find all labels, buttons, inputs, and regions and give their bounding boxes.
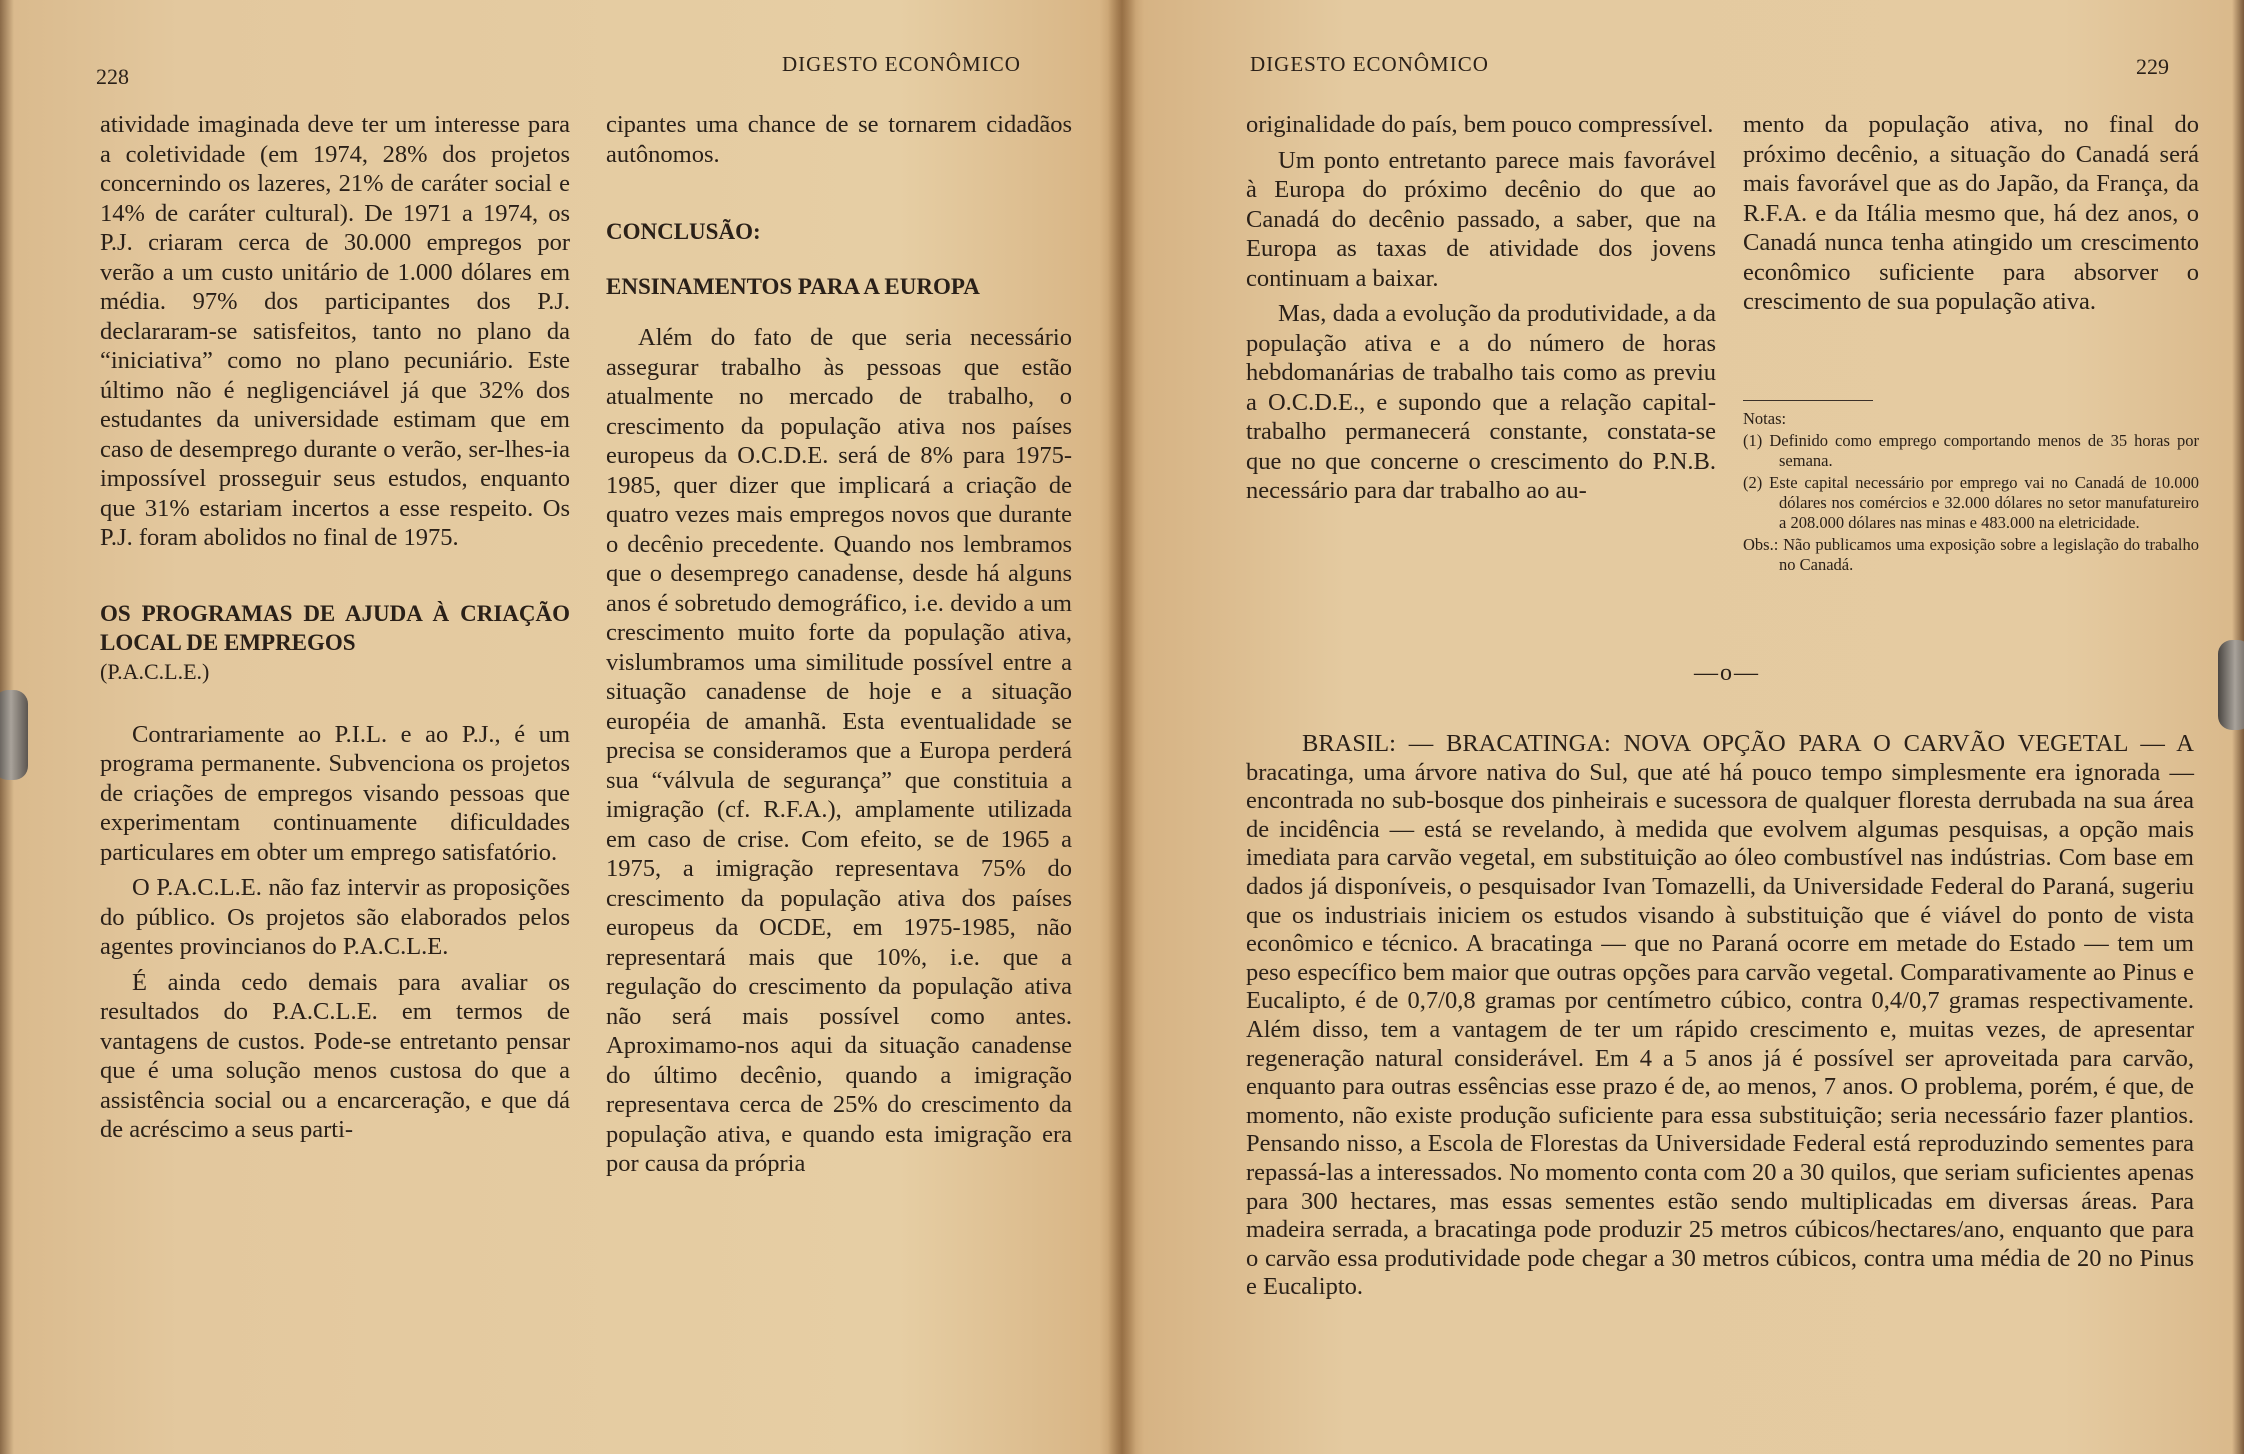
left-column-1 xyxy=(100,110,570,1151)
section-separator: —o— xyxy=(1694,660,1760,686)
brasil-article xyxy=(1246,730,2194,1302)
left-column-2 xyxy=(606,110,1072,1185)
section-subheading: (P.A.C.L.E.) xyxy=(100,658,210,684)
paragraph: Um ponto entretanto parece mais favorável à Europa do próximo decênio do que ao Canadá do decênio passado, a saber, que na Europa as taxas de atividade dos jovens continuam a baixar. xyxy=(1246,146,1716,292)
paragraph: É ainda cedo demais para avaliar os resultados do P.A.C.L.E. em termos de vantagens de custos. Pode-se entretanto pensar que é uma solução menos custosa do que a assistência social ou a encarceração, e que dá de acréscimo a seus parti- xyxy=(100,968,570,1143)
paragraph: Mas, dada a evolução da produtividade, a da população ativa e a do número de horas hebdomanárias de trabalho tais como as previu a O.C.D.E., e supondo que a relação capital-trabalho permanecerá constante, constata-se que no que concerne o crescimento do P.N.B. necessário para dar trabalho ao au- xyxy=(1246,300,1716,504)
footnote-rule xyxy=(1743,400,1873,401)
paragraph: Contrariamente ao P.I.L. e ao P.J., é um programa permanente. Subvenciona os projetos de criações de empregos visando pessoas que experimentam continuamente dificuldades particulares em obter um emprego satisfatório. xyxy=(100,720,570,866)
paragraph: mento da população ativa, no final do próximo decênio, a situação do Canadá será mais favorável que as do Japão, da França, da R.F.A. e da Itália mesmo que, há dez anos, o Canadá nunca tenha atingido um crescimento econômico suficiente para absorver o crescimento de sua população ativa. xyxy=(1743,111,2199,315)
article-body: BRASIL: — BRACATINGA: NOVA OPÇÃO PARA O CARVÃO VEGETAL — A bracatinga, uma árvore nativa do Sul, que até há pouco tempo simplesmente era ignorada — encontrada no sub-bosque dos pinheirais e sucessora de qualquer floresta derrubada na sua área de incidência — está se revelando, à medida que evolvem algumas pesquisas, a opção mais imediata para carvão vegetal, em substituição ao óleo combustível nas indústrias. Com base em dados já disponíveis, o pesquisador Ivan Tomazelli, da Universidade Federal do Paraná, sugeriu que os industriais iniciem os estudos visando à substituição que é viável do ponto de vista econômico e técnico. A bracatinga — que no Paraná ocorre em metade do Estado — tem um peso específico bem maior que outras opções para carvão vegetal. Comparativamente ao Pinus e Eucalipto, é de 0,7/0,8 gramas por centímetro cúbico, contra 0,4/0,7 gramas respectivamente. Além disso, tem a vantagem de ter um rápido crescimento e, muitas vezes, de apresentar regeneração natural considerável. Em 4 a 5 anos já é possível ser aproveitada para carvão, enquanto para outras essências esse prazo é de, ao menos, 7 anos. O problema, porém, é que, de momento, não existe produção suficiente para essa substituição; seria necessário fazer plantios. Pensando nisso, a Escola de Florestas da Universidade Federal está reproduzindo sementes para repassá-las a interessados. No momento conta com 20 a 30 quilos, que seriam suficientes apenas para 300 hectares, mas essas sementes estão sendo multiplicadas em diversas áreas. Para madeira serrada, a bracatinga pode produzir 25 metros cúbicos/hectares/ano, enquanto que para o carvão essa produtividade pode chegar a 30 metros cúbicos, contra uma média de 20 no Pinus e Eucalipto. xyxy=(1246,730,2194,1301)
paragraph: O P.A.C.L.E. não faz intervir as proposições do público. Os projetos são elaborados pelos agentes provincianos do P.A.C.L.E. xyxy=(100,874,570,960)
section-heading: OS PROGRAMAS DE AJUDA À CRIAÇÃO LOCAL DE EMPREGOS xyxy=(100,600,570,655)
paragraph: cipantes uma chance de se tornarem cidadãos autônomos. xyxy=(606,111,1072,168)
footnotes xyxy=(1743,400,2199,577)
paragraph: Além do fato de que seria necessário assegurar trabalho às pessoas que estão atualmente no mercado de trabalho, o crescimento da população ativa nos países europeus da O.C.D.E. será de 8% para 1975-1985, quer dizer que implicará a criação de quatro vezes mais empregos novos que durante o decênio precedente. Quando nos lembramos que o desemprego canadense, desde há alguns anos é sobretudo demográfico, i.e. devido a um crescimento muito forte da população ativa, vislumbramos uma similitude possível entre a situação canadense de hoje e a situação européia de amanhã. Esta eventualidade se precisa se consideramos que a Europa perderá sua “válvula de segurança” que constituia a imigração (cf. R.F.A.), amplamente utilizada em caso de crise. Com efeito, se de 1965 a 1975, a imigração representava 75% do crescimento da população ativa dos países europeus da OCDE, em 1975-1985, não representará mais que 10%, i.e. que a regulação do crescimento da população ativa não será mais possível como antes. Aproximamo-nos aqui da situação canadense do último decênio, quando a imigração representava cerca de 25% do crescimento da população ativa, e quando esta imigração era por causa da própria xyxy=(606,324,1072,1177)
right-page xyxy=(1126,0,2244,1454)
paragraph: atividade imaginada deve ter um interesse para a coletividade (em 1974, 28% dos projetos concernindo os lazeres, 21% de caráter social e 14% de caráter cultural). De 1971 a 1974, os P.J. criaram cerca de 30.000 empregos por verão a um custo unitário de 1.000 dólares em média. 97% dos participantes dos P.J. declararam-se satisfeitos, tanto no plano da “iniciativa” como no plano pecuniário. Este último não é negligenciável já que 32% dos estudantes da universidade estimam que em caso de desemprego durante o verão, ser-lhes-ia impossível prosseguir seus estudos, enquanto que 31% estariam incertos a esse respeito. Os P.J. foram abolidos no final de 1975. xyxy=(100,111,570,551)
footnote: (2) Este capital necessário por emprego vai no Canadá de 10.000 dólares nos comércios e 32.000 dólares no setor manufatureiro a 208.000 dólares nas minas e 483.000 na eletricidade. xyxy=(1743,473,2199,532)
notes-title: Notas: xyxy=(1743,409,1787,428)
left-page xyxy=(0,0,1118,1454)
section-heading: CONCLUSÃO: xyxy=(606,219,761,244)
page-number: 229 xyxy=(2136,54,2169,79)
footnote: Obs.: Não publicamos uma exposição sobre a legislação do trabalho no Canadá. xyxy=(1743,535,2199,574)
page-number: 228 xyxy=(96,64,129,89)
paragraph: originalidade do país, bem pouco compressível. xyxy=(1246,111,1714,138)
footnote: (1) Definido como emprego comportando menos de 35 horas por semana. xyxy=(1743,431,2199,470)
section-heading: ENSINAMENTOS PARA A EUROPA xyxy=(606,274,980,299)
right-column-1 xyxy=(1246,110,1716,512)
running-head: DIGESTO ECONÔMICO xyxy=(782,52,1021,76)
right-column-2 xyxy=(1743,110,2199,323)
running-head: DIGESTO ECONÔMICO xyxy=(1250,52,1489,76)
